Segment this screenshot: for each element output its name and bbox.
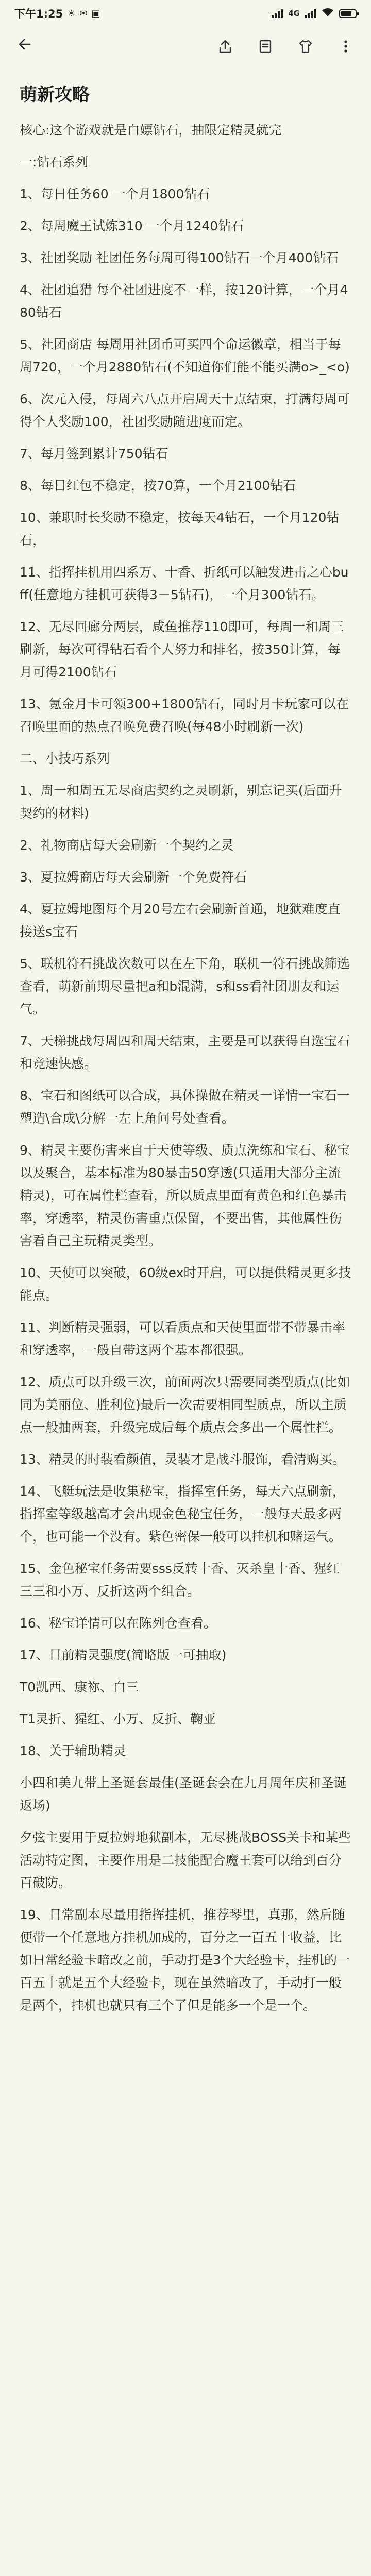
note-paragraph[interactable]: 7、天梯挑战每周四和周天结束，主要是可以获得自选宝石和竞速快感。	[20, 1033, 350, 1071]
note-paragraph[interactable]: 2、礼物商店每天会刷新一个契约之灵	[20, 838, 234, 853]
note-paragraph[interactable]: 19、日常副本尽量用指挥挂机，推荐琴里，真那，然后随便带一个任意地方挂机加成的，百分之一百五十收益，比如日常经验卡暗改之前，手动打是3个大经验卡，挂机的一百五十就是五个大经验卡，现在虽然暗改了，手动打一般是两个，挂机也就只有三个了但是能多一个是一个。	[20, 1907, 350, 2013]
back-arrow-icon[interactable]	[16, 36, 33, 57]
note-paragraph[interactable]: 10、兼职时长奖励不稳定，按每天4钻石，一个月120钻石，	[20, 510, 340, 548]
battery-icon	[339, 9, 357, 18]
battery-level	[341, 11, 351, 16]
note-paragraph[interactable]: 1、每日任务60 一个月1800钻石	[20, 187, 210, 201]
note-paragraph[interactable]: 4、夏拉姆地图每个月20号左右会刷新首通，地狱难度直接送s宝石	[20, 902, 341, 939]
message-icon: ✉	[79, 8, 88, 19]
share-icon[interactable]	[257, 38, 274, 55]
note-paragraph[interactable]: 二、小技巧系列	[20, 751, 110, 766]
note-paragraph[interactable]: 3、社团奖励 社团任务每周可得100钻石一个月400钻石	[20, 250, 339, 265]
note-paragraph[interactable]: 11、指挥挂机用四系万、十香、折纸可以触发进击之心buff(任意地方挂机可获得3－5钻石)，一个月300钻石。	[20, 565, 349, 602]
weather-icon: ☀	[67, 8, 76, 19]
note-paragraph[interactable]: 9、精灵主要伤害来自于天使等级、质点洗练和宝石、秘宝以及聚合，基本标准为80暴击50穿透(只适用大部分主流精灵)，可在属性栏查看，所以质点里面有黄色和红色暴击率，穿透率，精灵伤害重点保留，不要出售，其他属性伤害看自己主玩精灵类型。	[20, 1143, 350, 1248]
undo-icon[interactable]	[216, 38, 234, 55]
note-paragraph[interactable]: 14、飞艇玩法是收集秘宝，指挥室任务，每天六点刷新，指挥室等级越高才会出现金色秘宝任务，一般每天最多两个，也可能一个没有。紫色密保一般可以挂机和赌运气。	[20, 1484, 345, 1544]
note-paragraph[interactable]: 8、每日红包不稳定，按70算，一个月2100钻石	[20, 478, 296, 493]
note-paragraph[interactable]: 16、秘宝详情可以在陈列仓查看。	[20, 1616, 216, 1631]
wifi-icon	[322, 7, 334, 20]
toolbar-actions	[216, 38, 355, 55]
note-paragraph[interactable]: 12、质点可以升级三次，前面两次只需要同类型质点(比如同为美丽位、胜利位)最后一次需要相同型质点，所以主质点一般抽两套，升级完成后每个质点会多出一个属性栏。	[20, 1375, 350, 1435]
note-paragraph[interactable]: 17、目前精灵强度(简略版一可抽取)	[20, 1648, 227, 1663]
note-paragraph[interactable]: 18、关于辅助精灵	[20, 1743, 126, 1758]
note-paragraph[interactable]: 5、联机符石挑战次数可以在左下角，联机一符石挑战筛选查看，萌新前期尽量把a和b混满，s和ss看社团朋友和运气。	[20, 956, 350, 1016]
note-paragraph[interactable]: 8、宝石和图纸可以合成，具体操做在精灵一详情一宝石一塑造\合成\分解一左上角问号处查看。	[20, 1088, 350, 1126]
note-paragraph[interactable]: 6、次元入侵，每周六八点开启周天十点结束，打满每周可得个人奖励100，社团奖励随进度而定。	[20, 392, 350, 429]
note-paragraph[interactable]: 5、社团商店 每周用社团币可买四个命运徽章，相当于每周720，一个月2880钻石(不知道你们能不能买满o>_<o)	[20, 337, 350, 375]
note-body[interactable]	[0, 66, 371, 2017]
theme-icon[interactable]	[297, 38, 314, 55]
signal-icon	[272, 9, 283, 18]
status-time: 下午1:25	[14, 8, 63, 20]
app-notification-icon: ▣	[91, 8, 100, 19]
note-paragraph[interactable]: T0凯西、康祢、白三	[20, 1680, 139, 1694]
note-paragraph[interactable]: 一:钻石系列	[20, 155, 89, 170]
note-paragraph[interactable]: 13、氪金月卡可领300+1800钻石，同时月卡玩家可以在召唤里面的热点召唤免费召唤(每48小时刷新一次)	[20, 697, 349, 734]
signal-icon-2	[305, 9, 316, 18]
network-type-label: 4G	[288, 9, 300, 18]
note-paragraph[interactable]: 11、判断精灵强弱，可以看质点和天使里面带不带暴击率和穿透率，一般自带这两个基本都很强。	[20, 1320, 345, 1358]
more-icon[interactable]	[337, 38, 355, 55]
status-right	[272, 7, 357, 20]
note-paragraph[interactable]: 夕弦主要用于夏拉姆地狱副本，无尽挑战BOSS关卡和某些活动特定图，主要作用是二技能配合魔王套可以给到百分百破防。	[20, 1830, 351, 1890]
note-paragraph[interactable]: 10、天使可以突破，60级ex时开启，可以提供精灵更多技能点。	[20, 1265, 351, 1303]
status-bar	[0, 0, 371, 27]
note-paragraph[interactable]: 1、周一和周五无尽商店契约之灵刷新，别忘记买(后面升契约的材料)	[20, 783, 342, 821]
note-paragraphs	[20, 119, 351, 2017]
note-paragraph[interactable]: 小四和美九带上圣诞套最佳(圣诞套会在九月周年庆和圣诞返场)	[20, 1775, 347, 1813]
note-title[interactable]: 萌新攻略	[20, 84, 90, 105]
note-paragraph[interactable]: 核心:这个游戏就是白嫖钻石，抽限定精灵就完	[20, 123, 282, 138]
note-paragraph[interactable]: 2、每周魔王试炼310 一个月1240钻石	[20, 218, 244, 233]
note-paragraph[interactable]: T1灵折、猩红、小万、反折、鞠亚	[20, 1711, 216, 1726]
note-paragraph[interactable]: 7、每月签到累计750钻石	[20, 446, 168, 461]
note-toolbar	[0, 27, 371, 66]
status-left	[14, 6, 100, 21]
note-paragraph[interactable]: 12、无尽回廊分两层，咸鱼推荐110即可，每周一和周三刷新，每次可得钻石看个人努力和排名，按350计算，每月可得2100钻石	[20, 619, 344, 680]
note-paragraph[interactable]: 15、金色秘宝任务需要sss反转十香、灭杀皇十香、猩红三三和小万、反折这两个组合。	[20, 1561, 340, 1599]
note-paragraph[interactable]: 13、精灵的时装看颜值，灵装才是战斗服饰，看清购买。	[20, 1452, 345, 1467]
note-paragraph[interactable]: 3、夏拉姆商店每天会刷新一个免费符石	[20, 870, 247, 885]
note-paragraph[interactable]: 4、社团追猎 每个社团进度不一样，按120计算，一个月480钻石	[20, 282, 348, 320]
